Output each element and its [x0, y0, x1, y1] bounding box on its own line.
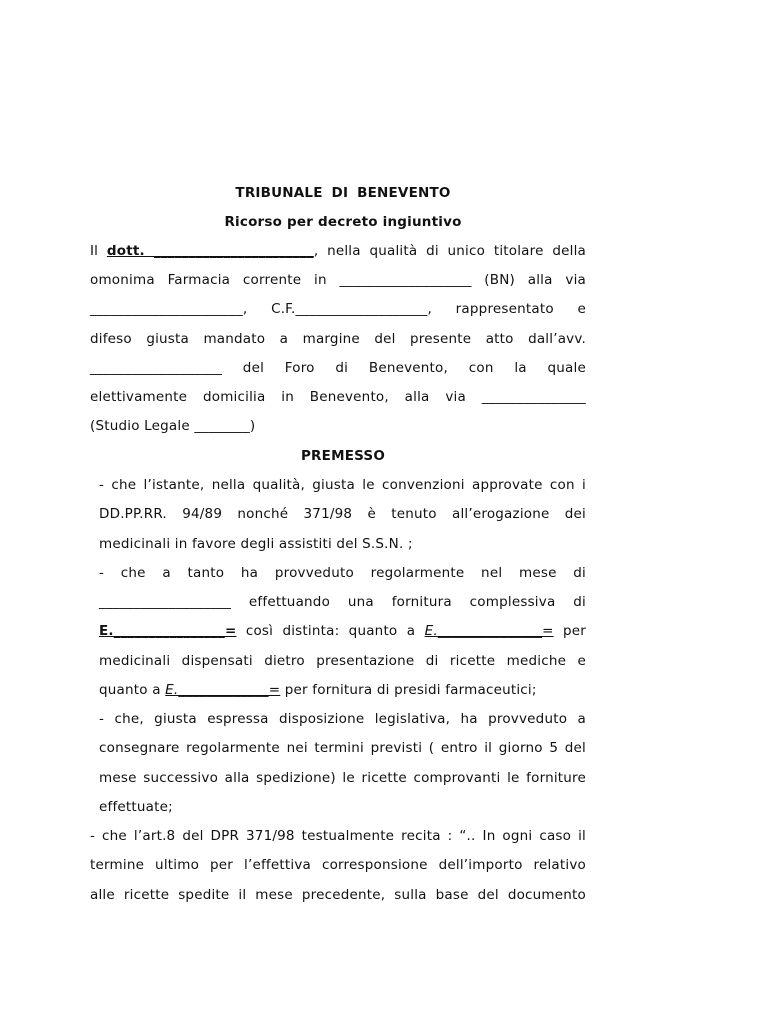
- premesso-item-4-line-1: - che l’art.8 del DPR 371/98 testualmente recita : “.. In ogni caso il: [90, 828, 586, 844]
- intro-line-2: omonima Farmacia corrente in ___________________ (BN) alla via: [90, 272, 586, 288]
- euro-label: E.: [165, 682, 179, 698]
- premesso-text: per fornitura di presidi farmaceutici;: [280, 682, 537, 698]
- court-heading: TRIBUNALE DI BENEVENTO: [235, 185, 451, 201]
- intro-line-5: ___________________ del Foro di Benevento, con la quale: [90, 360, 586, 376]
- dott-placeholder: dott. _______________________: [106, 243, 314, 259]
- premesso-item-1-line-3: medicinali in favore degli assistiti del S.S.N. ;: [99, 536, 413, 552]
- premesso-item-3-line-2: consegnare regolarmente nei termini previsti ( entro il giorno 5 del: [99, 740, 586, 756]
- intro-line-7: (Studio Legale ________): [90, 418, 256, 434]
- premesso-item-3-line-3: mese successivo alla spedizione) le ricette comprovanti le forniture: [99, 770, 586, 786]
- premesso-item-2-line-5: [99, 681, 586, 699]
- presidi-amount-placeholder: _____________=: [178, 682, 281, 698]
- premesso-item-1-line-1: - che l’istante, nella qualità, giusta le convenzioni approvate con i: [99, 477, 586, 493]
- premesso-item-1-line-2: DD.PP.RR. 94/89 nonché 371/98 è tenuto all’erogazione dei: [99, 506, 586, 522]
- premesso-item-4-line-2: termine ultimo per l’effettiva corresponsione dell’importo relativo: [90, 857, 586, 873]
- premesso-item-3-line-1: - che, giusta espressa disposizione legislativa, ha provveduto a: [99, 711, 586, 727]
- intro-line-1: [90, 242, 586, 260]
- intro-line-4: difeso giusta mandato a margine del presente atto dall’avv.: [90, 331, 586, 347]
- intro-text: Il: [90, 243, 107, 259]
- premesso-item-2-line-2: ___________________ effettuando una fornitura complessiva di: [99, 594, 586, 610]
- premesso-item-2-line-3: [99, 622, 586, 640]
- premesso-item-3-line-4: effettuate;: [99, 799, 173, 815]
- premesso-item-4-line-3: alle ricette spedite il mese precedente, sulla base del documento: [90, 887, 586, 903]
- intro-line-3: ______________________, C.F.___________________, rappresentato e: [90, 301, 586, 317]
- premesso-item-2-line-4: medicinali dispensati dietro presentazione di ricette mediche e: [99, 653, 586, 669]
- intro-text: , nella qualità di unico titolare della: [313, 243, 586, 259]
- total-amount-placeholder: E.________________=: [99, 623, 237, 639]
- premesso-text: quanto a: [99, 682, 166, 698]
- intro-line-6: elettivamente domicilia in Benevento, alla via _______________: [90, 389, 586, 405]
- premesso-text: così distinta: quanto a: [236, 623, 425, 639]
- premesso-text: per: [553, 623, 586, 639]
- medicinali-amount-placeholder: _______________=: [437, 623, 554, 639]
- premesso-item-2-line-1: - che a tanto ha provveduto regolarmente nel mese di: [99, 565, 586, 581]
- premesso-heading: PREMESSO: [300, 448, 386, 464]
- document-title: Ricorso per decreto ingiuntivo: [224, 214, 462, 230]
- euro-label: E.: [424, 623, 438, 639]
